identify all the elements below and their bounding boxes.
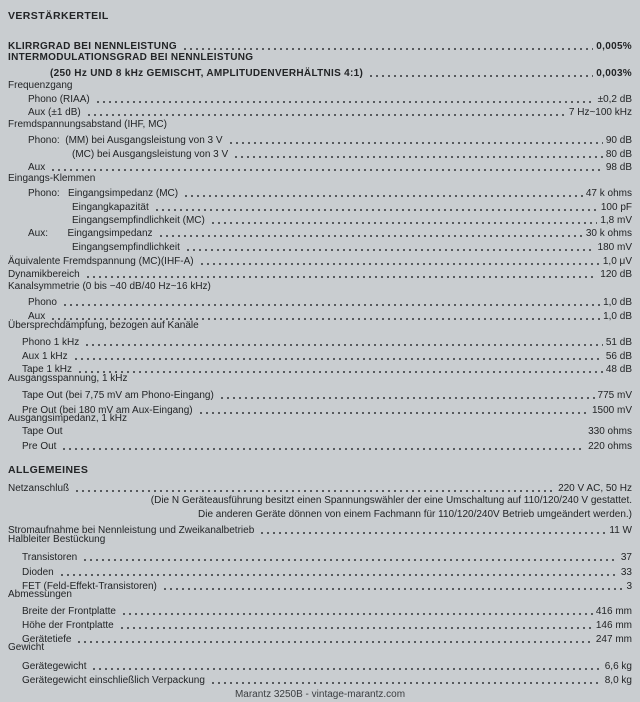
leader-dots — [76, 641, 592, 643]
section-title-general: ALLGEMEINES — [8, 464, 89, 476]
spec-label: Phono: Eingangsimpedanz (MC) — [28, 188, 179, 199]
leader-dots — [219, 397, 595, 399]
spec-label: Aux 1 kHz — [22, 351, 68, 362]
power-note-line-2: Die anderen Geräte dönnen von einem Fachmann für 110/120/240V Betrieb umgeändert werden.) — [198, 509, 632, 520]
spec-value: 6,6 kg — [604, 661, 632, 672]
spec-value: ±0,2 dB — [597, 94, 632, 105]
spec-label: Aux (±1 dB) — [28, 107, 81, 118]
leader-dots — [154, 209, 598, 211]
spec-label: (MC) bei Ausgangsleistung von 3 V — [72, 149, 229, 160]
spec-heading: Ausgangsspannung, 1 kHz — [8, 373, 128, 384]
leader-dots — [233, 156, 603, 158]
spec-row — [0, 296, 632, 308]
spec-row — [0, 214, 632, 226]
spec-value: 1,8 mV — [600, 215, 632, 226]
spec-row — [0, 619, 632, 631]
spec-label: Dioden — [22, 567, 54, 578]
leader-dots — [62, 304, 600, 306]
spec-value: 56 dB — [605, 351, 632, 362]
spec-value: 48 dB — [605, 364, 632, 375]
spec-heading: Halbleiter Bestückung — [8, 534, 106, 545]
section-title-amplifier: VERSTÄRKERTEIL — [8, 10, 109, 22]
spec-label: Aux — [28, 311, 46, 322]
spec-row — [0, 67, 632, 79]
spec-row — [0, 106, 632, 118]
leader-dots — [210, 222, 597, 224]
spec-value: 11 W — [609, 525, 632, 536]
spec-value: 7 Hz~100 kHz — [568, 107, 632, 118]
spec-value: 33 — [620, 567, 632, 578]
spec-label: Gerätegewicht einschließlich Verpackung — [22, 675, 205, 686]
spec-label: Phono (RIAA) — [28, 94, 90, 105]
spec-value: 90 dB — [605, 135, 632, 146]
spec-label: FET (Feld-Effekt-Transistoren) — [22, 581, 157, 592]
spec-value: 100 pF — [600, 202, 632, 213]
leader-dots — [210, 682, 602, 684]
spec-value: 1,0 dB — [603, 311, 632, 322]
spec-value: 37 — [620, 552, 632, 563]
spec-row — [0, 674, 632, 686]
spec-label: Stromaufnahme bei Nennleistung und Zweikanalbetrieb — [8, 525, 255, 536]
spec-value: 47 k ohms — [585, 188, 632, 199]
leader-dots — [158, 235, 583, 237]
spec-row — [0, 425, 632, 437]
spec-row — [0, 633, 632, 645]
spec-row — [0, 241, 632, 253]
spec-row — [0, 255, 632, 267]
spec-value: 80 dB — [605, 149, 632, 160]
spec-heading: Ausgangsimpedanz, 1 kHz — [8, 413, 127, 424]
leader-dots — [50, 169, 603, 171]
spec-heading: Eingangs-Klemmen — [8, 173, 96, 184]
leader-dots — [73, 358, 603, 360]
leader-dots — [162, 588, 624, 590]
spec-value: 1500 mV — [591, 405, 632, 416]
spec-value: 1,0 μV — [602, 256, 632, 267]
leader-dots — [259, 532, 606, 534]
spec-row — [0, 40, 632, 52]
leader-dots — [77, 371, 603, 373]
spec-row — [0, 580, 632, 592]
spec-row — [0, 350, 632, 362]
footer-caption: Marantz 3250B - vintage-marantz.com — [234, 689, 406, 700]
spec-label: Äquivalente Fremdspannung (MC)(IHF-A) — [8, 256, 194, 267]
spec-label: Gerätetiefe — [22, 634, 72, 645]
spec-heading: INTERMODULATIONSGRAD BEI NENNLEISTUNG — [8, 52, 254, 63]
leader-dots — [185, 249, 595, 251]
spec-label: Transistoren — [22, 552, 78, 563]
spec-label: Dynamikbereich — [8, 269, 80, 280]
spec-row — [0, 336, 632, 348]
spec-value: 98 dB — [605, 162, 632, 173]
spec-heading: Übersprechdämpfung, bezogen auf Kanäle — [8, 320, 199, 331]
spec-label: Pre Out — [22, 441, 57, 452]
spec-label: Breite der Frontplatte — [22, 606, 116, 617]
spec-value: 247 mm — [595, 634, 632, 645]
spec-value: 220 ohms — [588, 441, 632, 452]
spec-label: Tape Out — [22, 426, 63, 437]
leader-dots — [199, 263, 600, 265]
spec-label: Aux: Eingangsimpedanz — [28, 228, 153, 239]
spec-row — [0, 566, 632, 578]
leader-dots — [59, 574, 618, 576]
spec-value: 0,005% — [596, 41, 632, 52]
spec-value: 8,0 kg — [604, 675, 632, 686]
spec-row — [0, 227, 632, 239]
spec-label: Tape 1 kHz — [22, 364, 73, 375]
spec-label: (250 Hz UND 8 kHz GEMISCHT, AMPLITUDENVERHÄLTNIS 4:1) — [50, 68, 364, 79]
spec-value: 180 mV — [597, 242, 632, 253]
spec-label: Netzanschluß — [8, 483, 70, 494]
spec-value: 416 mm — [595, 606, 632, 617]
spec-row — [0, 268, 632, 280]
spec-value: 3 — [626, 581, 632, 592]
spec-label: Gerätegewicht — [22, 661, 87, 672]
spec-value: 30 k ohms — [585, 228, 632, 239]
spec-value: 51 dB — [605, 337, 632, 348]
leader-dots — [95, 101, 595, 103]
leader-dots — [74, 490, 555, 492]
leader-dots — [119, 627, 593, 629]
leader-dots — [84, 344, 603, 346]
spec-row — [0, 482, 632, 494]
leader-dots — [228, 142, 603, 144]
spec-label: Aux — [28, 162, 46, 173]
spec-value: 775 mV — [597, 390, 632, 401]
spec-heading: Gewicht — [8, 642, 45, 653]
spec-heading: Abmessungen — [8, 589, 72, 600]
leader-dots — [85, 276, 598, 278]
spec-value: 0,003% — [596, 68, 632, 79]
spec-label: Eingangsempfindlichkeit — [72, 242, 180, 253]
leader-dots — [61, 448, 585, 450]
spec-heading: Fremdspannungsabstand (IHF, MC) — [8, 119, 167, 130]
leader-dots — [183, 195, 583, 197]
spec-label: Phono: (MM) bei Ausgangsleistung von 3 V — [28, 135, 223, 146]
spec-row — [0, 389, 632, 401]
spec-value: 330 ohms — [588, 426, 632, 437]
spec-label: Höhe der Frontplatte — [22, 620, 114, 631]
spec-row — [0, 187, 632, 199]
spec-value: 220 V AC, 50 Hz — [558, 483, 632, 494]
spec-row — [0, 201, 632, 213]
spec-row — [0, 93, 632, 105]
spec-label: Eingangsempfindlichkeit (MC) — [72, 215, 205, 226]
spec-value: 120 dB — [600, 269, 632, 280]
leader-dots — [368, 75, 593, 77]
leader-dots — [91, 668, 601, 670]
spec-heading: Kanalsymmetrie (0 bis −40 dB/40 Hz~16 kHz) — [8, 281, 211, 292]
spec-value: 146 mm — [595, 620, 632, 631]
leader-dots — [198, 412, 589, 414]
leader-dots — [86, 114, 566, 116]
spec-label: Phono — [28, 297, 57, 308]
power-note-line-1: (Die N Geräteausführung besitzt einen Spannungswähler der eine Umschaltung auf 110/120/240 V gestattet. — [150, 495, 632, 506]
spec-row — [0, 660, 632, 672]
spec-row — [0, 551, 632, 563]
spec-row — [0, 440, 632, 452]
spec-label: Pre Out (bei 180 mV am Aux-Eingang) — [22, 405, 193, 416]
spec-label: Tape Out (bei 7,75 mV am Phono-Eingang) — [22, 390, 214, 401]
leader-dots — [82, 559, 618, 561]
spec-heading: Frequenzgang — [8, 80, 73, 91]
spec-row — [0, 148, 632, 160]
spec-label: Eingangkapazität — [72, 202, 149, 213]
spec-value: 1,0 dB — [603, 297, 632, 308]
spec-row — [0, 161, 632, 173]
spec-row — [0, 134, 632, 146]
leader-dots — [182, 48, 593, 50]
leader-dots — [121, 613, 593, 615]
spec-row — [0, 605, 632, 617]
spec-label: Phono 1 kHz — [22, 337, 80, 348]
spec-label: KLIRRGRAD BEI NENNLEISTUNG — [8, 41, 177, 52]
